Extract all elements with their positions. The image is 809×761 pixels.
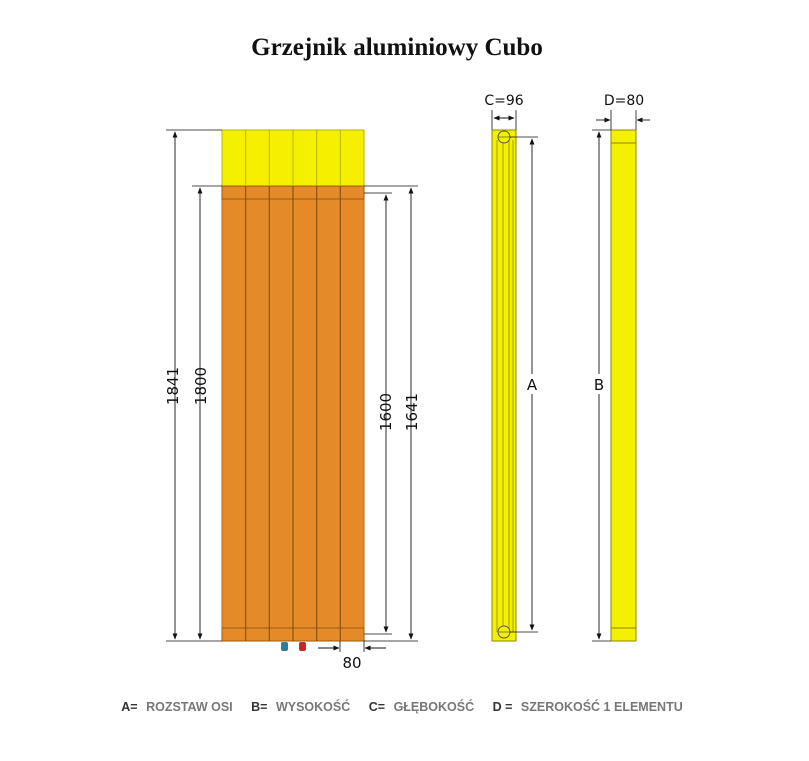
legend-item-b: B= WYSOKOŚĆ [251,700,351,714]
element-bottom-cap [611,628,636,641]
diagram-title: Grzejnik aluminiowy Cubo [251,34,543,61]
pipe-red [299,642,306,651]
axis-label-a: A [526,376,538,394]
front-view [164,130,421,672]
dim-label-80: 80 [342,654,362,672]
side-body [492,130,516,641]
height-label-b: B [593,376,605,394]
legend-item-c: C= GŁĘBOKOŚĆ [368,700,475,714]
depth-label: C=96 [484,93,524,109]
legend-item-a: A= ROZSTAW OSI [121,700,233,714]
element-top-cap [611,130,636,143]
dim-label-1841: 1841 [164,366,182,406]
width-label: D=80 [603,93,645,109]
legend-item-d: D = SZEROKOŚĆ 1 ELEMENTU [492,700,683,714]
side-view [484,93,540,641]
pipe-blue [281,642,288,651]
dim-label-1800: 1800 [192,366,210,406]
element-view [591,93,650,641]
dim-label-1600: 1600 [377,392,395,432]
dim-label-1641: 1641 [403,392,421,432]
legend [0,700,809,714]
element-body [611,130,636,641]
